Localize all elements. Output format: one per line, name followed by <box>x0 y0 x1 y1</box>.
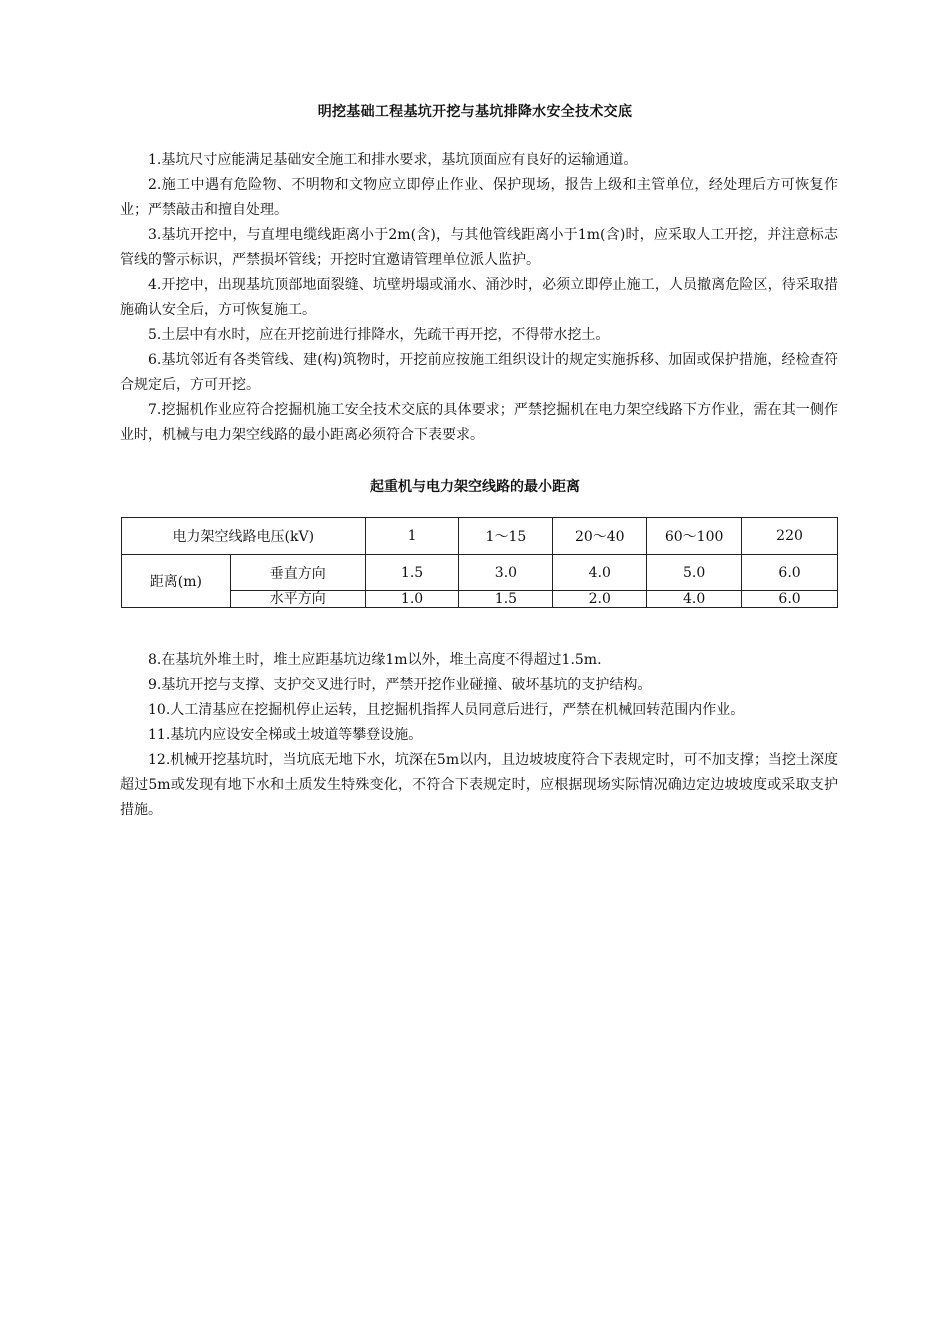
horizontal-label-cell: 水平方向 <box>230 591 365 608</box>
voltage-cell: 1～15 <box>459 518 553 555</box>
horizontal-value-cell: 2.0 <box>553 591 647 608</box>
paragraph-11: 11.基坑内应设安全梯或土坡道等攀登设施。 <box>148 727 423 743</box>
table-row-vertical <box>122 555 838 591</box>
paragraph-3: 3.基坑开挖中，与直埋电缆线距离小于2m(含)，与其他管线距离小于1m(含)时，应采取人工开挖，并注意标志管线的警示标识，严禁损坏管线；开挖时宜邀请管理单位派人监护。 <box>120 227 838 268</box>
paragraph-1: 1.基坑尺寸应能满足基础安全施工和排水要求，基坑顶面应有良好的运输通道。 <box>148 152 638 168</box>
distance-table <box>121 517 838 608</box>
paragraph-6: 6.基坑邻近有各类管线、建(构)筑物时，开挖前应按施工组织设计的规定实施拆移、加固或保护措施，经检查符合规定后，方可开挖。 <box>120 352 838 393</box>
vertical-value-cell: 6.0 <box>742 555 838 591</box>
vertical-value-cell: 3.0 <box>459 555 553 591</box>
paragraph-group-b <box>120 648 838 823</box>
voltage-header-cell: 电力架空线路电压(kV) <box>122 518 366 555</box>
paragraph-7: 7.挖掘机作业应符合挖掘机施工安全技术交底的具体要求；严禁挖掘机在电力架空线路下方作业，需在其一侧作业时，机械与电力架空线路的最小距离必须符合下表要求。 <box>120 402 838 443</box>
table-title: 起重机与电力架空线路的最小距离 <box>370 479 580 495</box>
paragraph-10: 10.人工清基应在挖掘机停止运转，且挖掘机指挥人员同意后进行，严禁在机械回转范围内作业。 <box>148 702 745 718</box>
paragraph-2: 2.施工中遇有危险物、不明物和文物应立即停止作业、保护现场，报告上级和主管单位，经处理后方可恢复作业；严禁敲击和擅自处理。 <box>120 177 838 218</box>
horizontal-value-cell: 1.5 <box>459 591 553 608</box>
paragraph-9: 9.基坑开挖与支撑、支护交叉进行时，严禁开挖作业碰撞、破坏基坑的支护结构。 <box>148 677 652 693</box>
paragraph-group-a <box>120 148 838 448</box>
voltage-cell: 1 <box>365 518 459 555</box>
vertical-label-cell: 垂直方向 <box>230 555 365 591</box>
paragraph-4: 4.开挖中，出现基坑顶部地面裂缝、坑壁坍塌或涌水、涌沙时，必须立即停止施工，人员撤离危险区，待采取措施确认安全后，方可恢复施工。 <box>120 277 838 318</box>
horizontal-value-cell: 4.0 <box>647 591 742 608</box>
paragraph-8: 8.在基坑外堆土时，堆土应距基坑边缘1m以外，堆土高度不得超过1.5m. <box>148 652 602 668</box>
vertical-value-cell: 1.5 <box>365 555 459 591</box>
voltage-cell: 60～100 <box>647 518 742 555</box>
paragraph-5: 5.土层中有水时，应在开挖前进行排降水，先疏干再开挖，不得带水挖土。 <box>148 327 610 343</box>
paragraph-12: 12.机械开挖基坑时，当坑底无地下水，坑深在5m以内，且边坡坡度符合下表规定时，可不加支撑；当挖土深度超过5m或发现有地下水和土质发生特殊变化，不符合下表规定时，应根据现场实际情况确边定边坡坡度或采取支护措施。 <box>120 752 838 818</box>
vertical-value-cell: 5.0 <box>647 555 742 591</box>
voltage-cell: 20～40 <box>553 518 647 555</box>
table-row-voltage <box>122 518 838 555</box>
vertical-value-cell: 4.0 <box>553 555 647 591</box>
horizontal-value-cell: 1.0 <box>365 591 459 608</box>
voltage-cell: 220 <box>742 518 838 555</box>
document-title: 明挖基础工程基坑开挖与基坑排降水安全技术交底 <box>317 104 633 120</box>
distance-header-cell: 距离(m) <box>122 555 231 608</box>
horizontal-value-cell: 6.0 <box>742 591 838 608</box>
